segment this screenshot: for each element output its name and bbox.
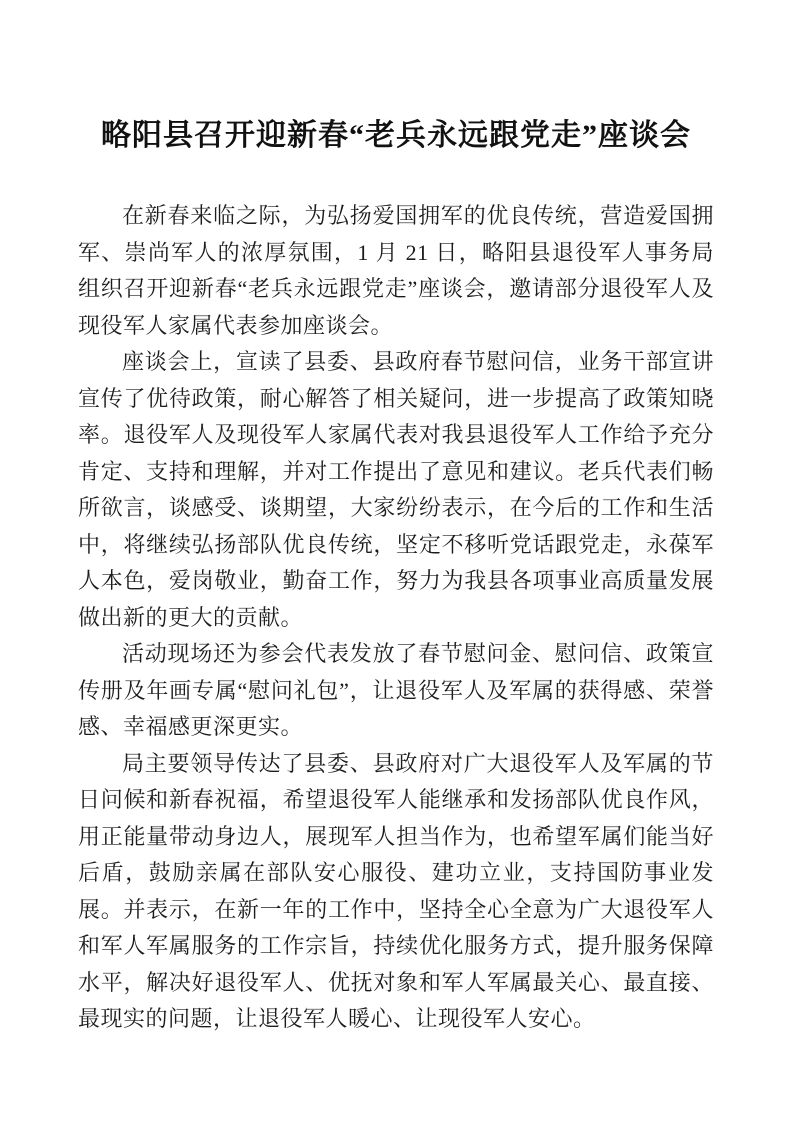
document-body xyxy=(78,198,714,1038)
document-title: 略阳县召开迎新春“老兵永远跟党走”座谈会 xyxy=(101,119,691,152)
paragraph-leader-remarks: 局主要领导传达了县委、县政府对广大退役军人及军属的节日问候和新春祝福，希望退役军人能继承和发扬部队优良作风，用正能量带动身边人，展现军人担当作为，也希望军属们能当好后盾，鼓励亲属在部队安心服役、建功立业，支持国防事业发展。并表示，在新一年的工作中，坚持全心全意为广大退役军人和军人军属服务的工作宗旨，持续优化服务方式，提升服务保障水平，解决好退役军人、优抚对象和军人军属最关心、最直接、最现实的问题，让退役军人暖心、让现役军人安心。 xyxy=(78,750,714,1031)
paragraph-intro: 在新春来临之际，为弘扬爱国拥军的优良传统，营造爱国拥军、崇尚军人的浓厚氛围，1 月 21 日，略阳县退役军人事务局组织召开迎新春“老兵永远跟党走”座谈会，邀请部分退役军人及现役军人家属代表参加座谈会。 xyxy=(78,203,714,338)
paragraph-meeting-content: 座谈会上，宣读了县委、县政府春节慰问信，业务干部宣讲宣传了优待政策，耐心解答了相关疑问，进一步提高了政策知晓率。退役军人及现役军人家属代表对我县退役军人工作给予充分肯定、支持和理解，并对工作提出了意见和建议。老兵代表们畅所欲言，谈感受、谈期望，大家纷纷表示，在今后的工作和生活中，将继续弘扬部队优良传统，坚定不移听党话跟党走，永葆军人本色，爱岗敬业，勤奋工作，努力为我县各项事业高质量发展做出新的更大的贡献。 xyxy=(78,349,714,630)
paragraph-gift-packages: 活动现场还为参会代表发放了春节慰问金、慰问信、政策宣传册及年画专属“慰问礼包”，让退役军人及军属的获得感、荣誉感、幸福感更深更实。 xyxy=(78,641,714,739)
